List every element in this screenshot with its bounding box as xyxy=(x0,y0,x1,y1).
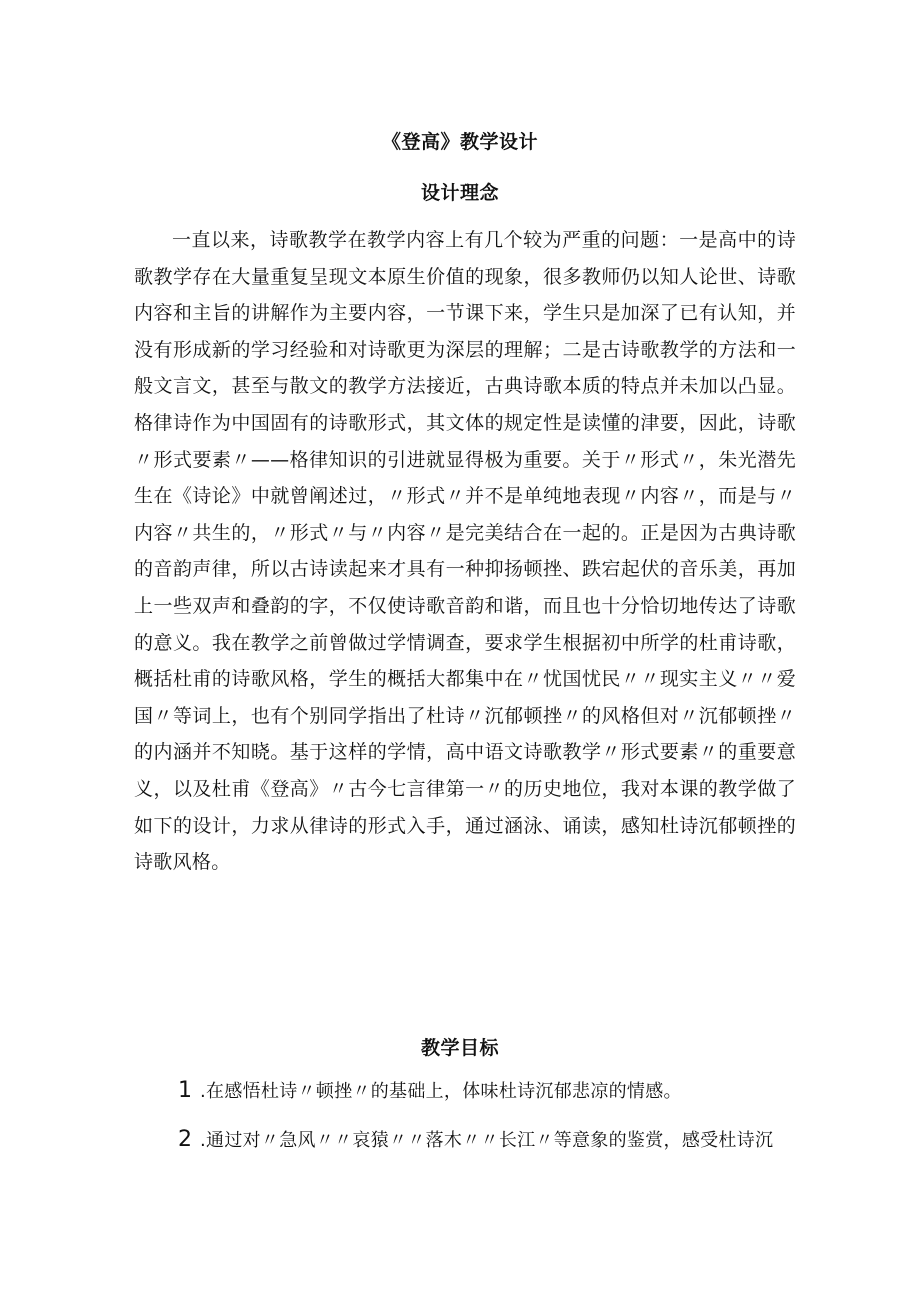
design-concept-paragraph: 一直以来，诗歌教学在教学内容上有几个较为严重的问题：一是高中的诗歌教学存在大量重复呈现文本原生价值的现象，很多教师仍以知人论世、诗歌内容和主旨的讲解作为主要内容，一节课下来，学生只是加深了已有认知，并没有形成新的学习经验和对诗歌更为深层的理解；二是古诗歌教学的方法和一般文言文，甚至与散文的教学方法接近，古典诗歌本质的特点并未加以凸显。格律诗作为中国固有的诗歌形式，其文体的规定性是读懂的津要，因此，诗歌〃形式要素〃——格律知识的引进就显得极为重要。关于〃形式〃，朱光潜先生在《诗论》中就曾阐述过，〃形式〃并不是单纯地表现〃内容〃，而是与〃内容〃共生的，〃形式〃与〃内容〃是完美结合在一起的。正是因为古典诗歌的音韵声律，所以古诗读起来才具有一种抑扬顿挫、跌宕起伏的音乐美，再加上一些双声和叠韵的字，不仅使诗歌音韵和谐，而且也十分恰切地传达了诗歌的意义。我在教学之前曾做过学情调查，要求学生根据初中所学的杜甫诗歌，概括杜甫的诗歌风格，学生的概括大都集中在〃忧国忧民〃〃现实主义〃〃爱国〃等词上，也有个别同学指出了杜诗〃沉郁顿挫〃的风格但对〃沉郁顿挫〃的内涵并不知晓。基于这样的学情，高中语文诗歌教学〃形式要素〃的重要意义，以及杜甫《登高》〃古今七言律第一〃的历史地位，我对本课的教学做了如下的设计，力求从律诗的形式入手，通过涵泳、诵读，感知杜诗沉郁顿挫的诗歌风格。 xyxy=(134,229,796,874)
section-heading-teaching-goals: 教学目标 xyxy=(420,1037,499,1059)
goal-number: 2 xyxy=(178,1127,193,1152)
goal-text: .通过对〃急风〃〃哀猿〃〃落木〃〃长江〃等意象的鉴赏，感受杜诗沉 xyxy=(200,1130,774,1151)
section-heading-design-concept: 设计理念 xyxy=(420,182,499,204)
goal-item xyxy=(178,1077,818,1103)
goal-text: .在感悟杜诗〃顿挫〃的基础上，体味杜诗沉郁悲凉的情感。 xyxy=(200,1081,682,1102)
goal-item xyxy=(178,1126,818,1152)
document-title: 《登高》教学设计 xyxy=(381,131,538,153)
goal-number: 1 xyxy=(178,1078,193,1103)
